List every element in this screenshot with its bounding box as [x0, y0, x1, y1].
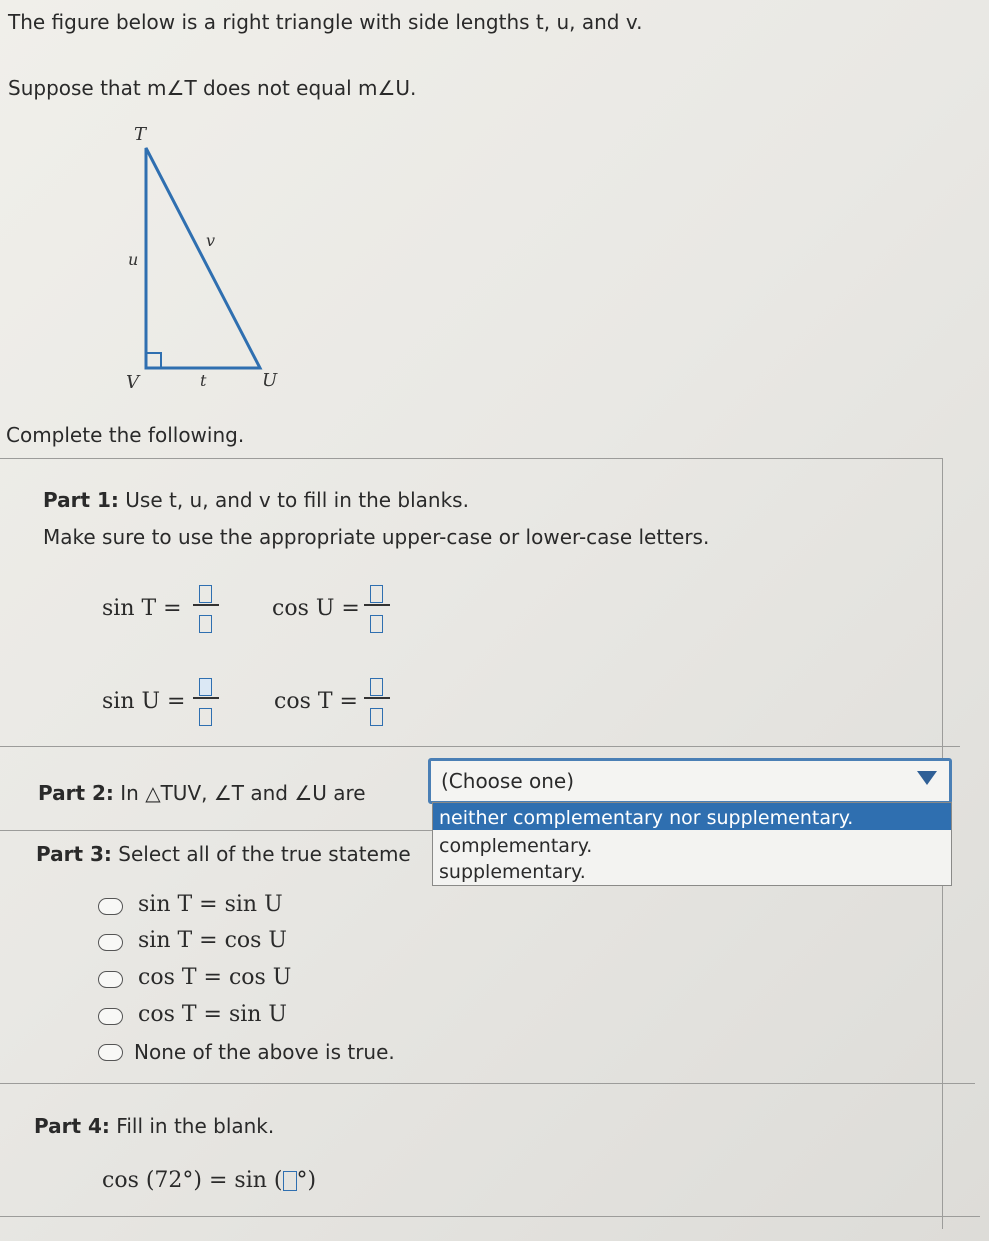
cosT-denominator-input[interactable]: [370, 708, 383, 726]
chevron-down-icon: [917, 771, 937, 785]
divider-part1: [0, 746, 960, 747]
part2-select[interactable]: [428, 758, 952, 804]
part4-expr-right: °): [296, 1168, 317, 1193]
part3-option-2-checkbox[interactable]: [98, 934, 123, 951]
part1-note: Make sure to use the appropriate upper-case or lower-case letters.: [43, 525, 710, 549]
dropdown-option-complementary[interactable]: complementary.: [439, 835, 593, 857]
side-t-label: t: [200, 371, 207, 390]
sinT-denominator-input[interactable]: [199, 615, 212, 633]
divider-bottom: [0, 1216, 980, 1217]
cosT-numerator-input[interactable]: [370, 678, 383, 696]
part1-instruction-line: [43, 488, 469, 512]
side-u-label: u: [128, 250, 139, 269]
sinU-numerator-input[interactable]: [199, 678, 212, 696]
part4-heading: Part 4:: [34, 1114, 110, 1138]
cosU-denominator-input[interactable]: [370, 615, 383, 633]
dropdown-option-neither[interactable]: neither complementary nor supplementary.: [439, 807, 854, 829]
part2-select-value: (Choose one): [441, 769, 575, 793]
complete-following-label: Complete the following.: [6, 423, 245, 447]
part4-expr-left: cos (72°) = sin (: [102, 1168, 283, 1193]
part3-option-4-checkbox[interactable]: [98, 1008, 123, 1025]
part3-option-3-checkbox[interactable]: [98, 971, 123, 988]
part2-dropdown-list: [432, 802, 952, 886]
sinU-denominator-input[interactable]: [199, 708, 212, 726]
part1-instruction: Use t, u, and v to fill in the blanks.: [125, 488, 469, 512]
sinT-label: sin T =: [102, 596, 182, 621]
dropdown-option-supplementary[interactable]: supplementary.: [439, 861, 586, 883]
vertex-V-label: V: [126, 372, 139, 393]
part3-option-5-checkbox[interactable]: [98, 1044, 123, 1061]
right-angle-marker: [146, 353, 161, 368]
right-triangle-figure: [110, 120, 300, 405]
part2-line: [38, 781, 366, 805]
part4-angle-input[interactable]: [283, 1171, 297, 1191]
part3-instruction: Select all of the true stateme: [118, 842, 411, 866]
part4-instruction: Fill in the blank.: [116, 1114, 275, 1138]
vertex-U-label: U: [262, 370, 278, 391]
part2-text: In △TUV, ∠T and ∠U are: [120, 781, 366, 805]
part3-heading: Part 3:: [36, 842, 112, 866]
part2-heading: Part 2:: [38, 781, 114, 805]
sinT-numerator-input[interactable]: [199, 585, 212, 603]
part3-option-5: None of the above is true.: [134, 1040, 395, 1064]
cosU-label: cos U =: [272, 596, 360, 621]
cosT-label: cos T =: [274, 689, 358, 714]
intro-line-2: Suppose that m∠T does not equal m∠U.: [8, 76, 417, 100]
part3-option-3: cos T = cos U: [138, 965, 292, 990]
side-v-label: v: [206, 231, 216, 250]
sinU-label: sin U =: [102, 689, 186, 714]
part3-option-1: sin T = sin U: [138, 892, 283, 917]
vertex-T-label: T: [134, 124, 147, 145]
part4-expression: [102, 1168, 316, 1193]
part3-option-4: cos T = sin U: [138, 1002, 287, 1027]
divider-part2: [0, 830, 432, 831]
divider-part3: [0, 1083, 975, 1084]
part1-heading: Part 1:: [43, 488, 119, 512]
part3-line: [36, 842, 432, 866]
intro-line-1: The figure below is a right triangle with side lengths t, u, and v.: [8, 10, 643, 34]
cosU-numerator-input[interactable]: [370, 585, 383, 603]
triangle-shape: [146, 148, 260, 368]
part3-option-1-checkbox[interactable]: [98, 898, 123, 915]
part4-line: [34, 1114, 274, 1138]
part3-option-2: sin T = cos U: [138, 928, 287, 953]
